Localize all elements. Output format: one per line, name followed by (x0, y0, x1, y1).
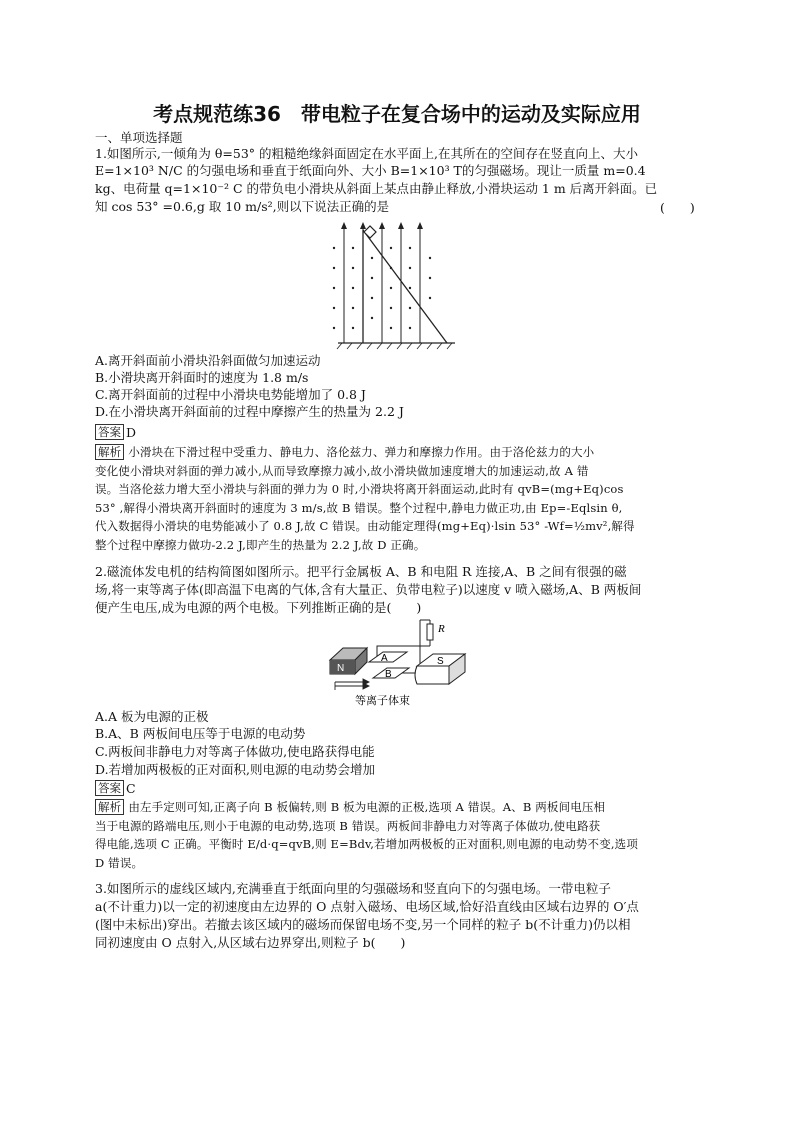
q1-answer (95, 424, 136, 440)
q1-stem-line-1: 1.如图所示,一倾角为 θ=53° 的粗糙绝缘斜面固定在水平面上,在其所在的空间存在竖直向上、大小 (95, 146, 638, 161)
mhd-generator-figure (325, 618, 475, 710)
q2-option-d: D.若增加两极板的正对面积,则电源的电动势会增加 (95, 762, 376, 777)
q1-stem-line-3: kg、电荷量 q=1×10⁻² C 的带负电小滑块从斜面上某点由静止释放,小滑块运动 1 m 后离开斜面。已 (95, 181, 658, 196)
q1-option-d: D.在小滑块离开斜面前的过程中摩擦产生的热量为 2.2 J (95, 404, 404, 419)
plasma-beam-caption: 等离子体束 (355, 695, 410, 707)
answer-tag: 答案 (95, 424, 124, 440)
q1-option-a: A.离开斜面前小滑块沿斜面做匀加速运动 (95, 353, 321, 368)
q1-answer-paren: ( ) (660, 200, 695, 215)
q1-explanation: 解析 小滑块在下滑过程中受重力、静电力、洛伦兹力、弹力和摩擦力作用。由于洛伦兹力的大小 变化使小滑块对斜面的弹力减小,从而导致摩擦力减小,故小滑块做加速度增大的加速运动,故 A 错 误。当洛伦兹力增大至小滑块与斜面的弹力为 0 时,小滑块将离开斜面运动,此时有 qvB=(mg+Eq)cos 53° ,解得小滑块离开斜面时的速度为 3 m/s,故 B 错误。整个过程中,静电力做正功,由 Ep=-Eqlsin θ, 代入数据得小滑块的电势能减小了 0.8 J,故 C 错误。由动能定理得(mg+Eq)·lsin 53° -Wf=½mv²,解得 整个过程中摩擦力做功-2.2 J,即产生的热量为 2.2 J,故 D 正确。 (95, 445, 635, 552)
q1-stem-line-4: 知 cos 53° =0.6,g 取 10 m/s²,则以下说法正确的是 (95, 199, 390, 214)
q2-answer (95, 780, 136, 796)
q2-option-c: C.两板间非静电力对等离子体做功,使电路获得电能 (95, 744, 375, 759)
q1-option-b: B.小滑块离开斜面时的速度为 1.8 m/s (95, 370, 309, 385)
q1-stem-line-2: E=1×10³ N/C 的匀强电场和垂直于纸面向外、大小 B=1×10³ T的匀强磁场。现让一质量 m=0.4 (95, 163, 646, 178)
magnet-s-label: S (437, 656, 444, 667)
q2-stem-line-2: 场,将一束等离子体(即高温下电离的气体,含有大量正、负带电粒子)以速度 v 喷入磁场,A、B 两板间 (95, 582, 642, 597)
incline-field-figure (320, 218, 460, 353)
plate-a-label: A (381, 653, 388, 664)
q1-answer-value: D (126, 424, 137, 440)
q3-stem-line-1: 3.如图所示的虚线区域内,充满垂直于纸面向里的匀强磁场和竖直向下的匀强电场。一带电粒子 (95, 881, 611, 896)
q2-stem-line-3: 便产生电压,成为电源的两个电极。下列推断正确的是( ) (95, 600, 422, 615)
q2-option-a: A.A 板为电源的正极 (95, 709, 209, 724)
plate-b-label: B (385, 669, 392, 680)
q2-explanation: 解析 由左手定则可知,正离子向 B 板偏转,则 B 板为电源的正极,选项 A 错误。A、B 两板间电压相 当于电源的路端电压,则小于电源的电动势,选项 B 错误。两板间非静电力对等离子体做功,使电路获 得电能,选项 C 正确。平衡时 E/d·q=qvB,则 E=Bdv,若增加两极板的正对面积,则电源的电动势不变,选项 D 错误。 (95, 800, 638, 870)
resistor-label: R (438, 623, 445, 635)
section-heading: 一、单项选择题 (95, 130, 183, 145)
page-title: 考点规范练36 带电粒子在复合场中的运动及实际应用 (153, 102, 641, 126)
explain-tag: 解析 (95, 799, 124, 815)
q1-option-c: C.离开斜面前的过程中小滑块电势能增加了 0.8 J (95, 387, 366, 402)
q2-stem-line-1: 2.磁流体发电机的结构简图如图所示。把平行金属板 A、B 和电阻 R 连接,A、B 之间有很强的磁 (95, 564, 627, 579)
q2-answer-value: C (126, 780, 136, 796)
explain-tag: 解析 (95, 444, 124, 460)
q3-stem-line-2: a(不计重力)以一定的初速度由左边界的 O 点射入磁场、电场区域,恰好沿直线由区域右边界的 O′点 (95, 899, 639, 914)
q3-stem-line-4: 同初速度由 O 点射入,从区域右边界穿出,则粒子 b( ) (95, 935, 406, 950)
q3-stem-line-3: (图中未标出)穿出。若撤去该区域内的磁场而保留电场不变,另一个同样的粒子 b(不计重力)仍以相 (95, 917, 631, 932)
magnet-n-label: N (337, 663, 345, 674)
q2-option-b: B.A、B 两板间电压等于电源的电动势 (95, 726, 306, 741)
answer-tag: 答案 (95, 780, 124, 796)
